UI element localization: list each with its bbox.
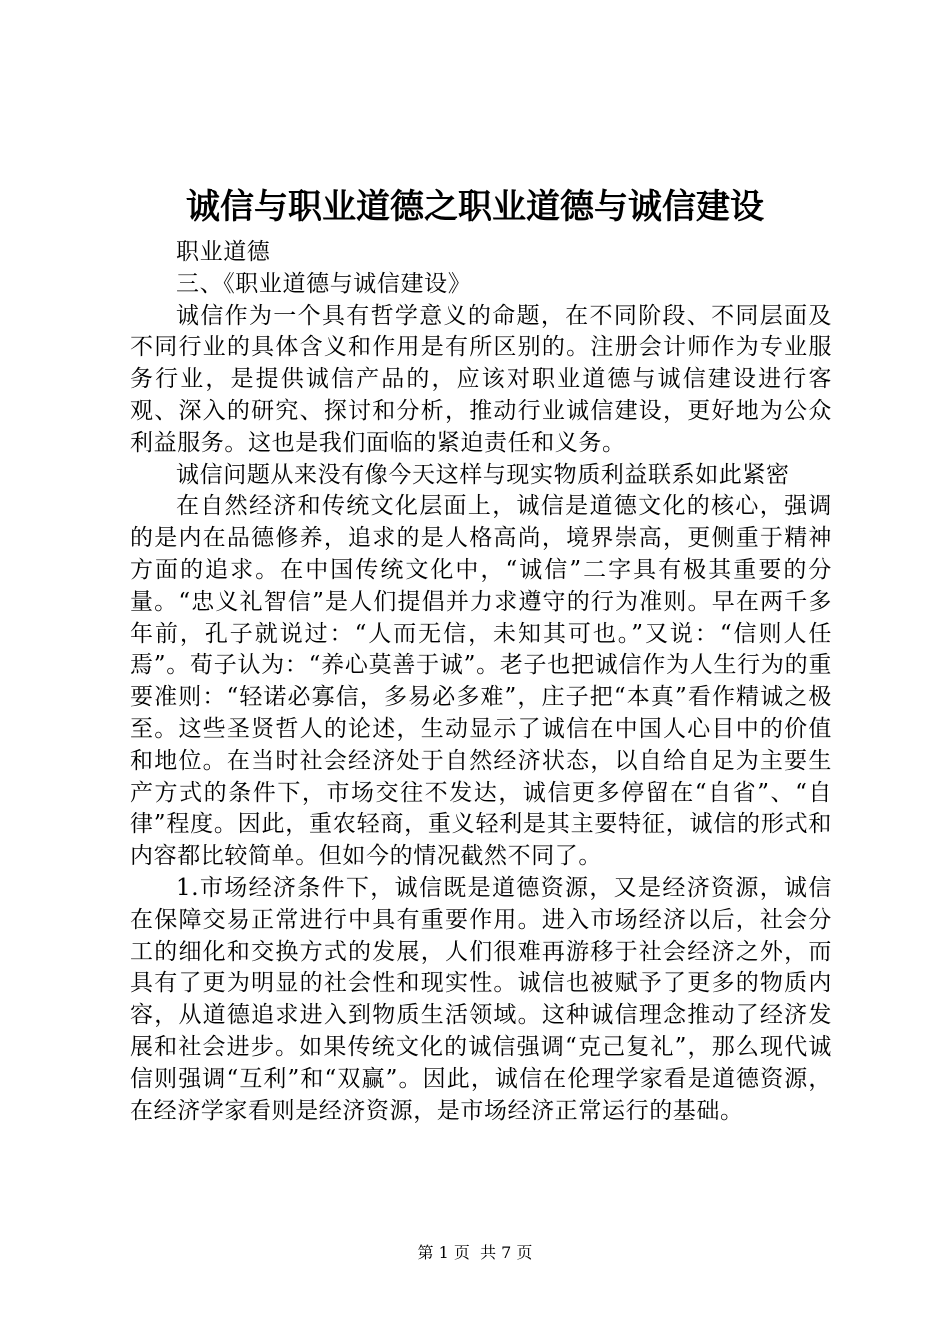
document-body — [130, 237, 832, 1127]
page-number: 第 1 页 — [417, 1243, 470, 1262]
paragraph-market-economy: 1.市场经济条件下，诚信既是道德资源，又是经济资源，诚信在保障交易正常进行中具有重要作用。进入市场经济以后，社会分工的细化和交换方式的发展，人们很难再游移于社会经济之外，而具有了更为明显的社会性和现实性。诚信也被赋予了更多的物质内容，从道德追求进入到物质生活领域。这种诚信理念推动了经济发展和社会进步。如果传统文化的诚信强调“克己复礼”，那么现代诚信则强调“互利”和“双赢”。因此，诚信在伦理学家看是道德资源，在经济学家看则是经济资源，是市场经济正常运行的基础。 — [130, 874, 832, 1124]
paragraph-tradition: 在自然经济和传统文化层面上，诚信是道德文化的核心，强调的是内在品德修养，追求的是人格高尚，境界崇高，更侧重于精神方面的追求。在中国传统文化中，“诚信”二字具有极其重要的分量。“忠义礼智信”是人们提倡并力求遵守的行为准则。早在两千多年前，孔子就说过：“人而无信，未知其可也。”又说：“信则人任焉”。荀子认为：“养心莫善于诚”。老子也把诚信作为人生行为的重要准则：“轻诺必寡信，多易必多难”，庄子把“本真”看作精诚之极至。这些圣贤哲人的论述，生动显示了诚信在中国人心目中的价值和地位。在当时社会经济处于自然经济状态，以自给自足为主要生产方式的条件下，市场交往不发达，诚信更多停留在“自省”、“自律”程度。因此，重农轻商，重义轻利是其主要特征，诚信的形式和内容都比较简单。但如今的情况截然不同了。 — [130, 493, 832, 870]
page-footer — [0, 1242, 950, 1264]
document-title: 诚信与职业道德之职业道德与诚信建设 — [186, 187, 764, 227]
paragraph-section-heading: 三、《职业道德与诚信建设》 — [176, 270, 472, 297]
page-total: 共 7 页 — [480, 1243, 533, 1262]
paragraph-intro: 诚信作为一个具有哲学意义的命题，在不同阶段、不同层面及不同行业的具体含义和作用是有所区别的。注册会计师作为专业服务行业，是提供诚信产品的，应该对职业道德与诚信建设进行客观、深入的研究、探讨和分析，推动行业诚信建设，更好地为公众利益服务。这也是我们面临的紧迫责任和义务。 — [130, 302, 832, 456]
paragraph-subject: 职业道德 — [176, 239, 271, 265]
paragraph-subheading: 诚信问题从来没有像今天这样与现实物质利益联系如此紧密 — [176, 461, 790, 488]
